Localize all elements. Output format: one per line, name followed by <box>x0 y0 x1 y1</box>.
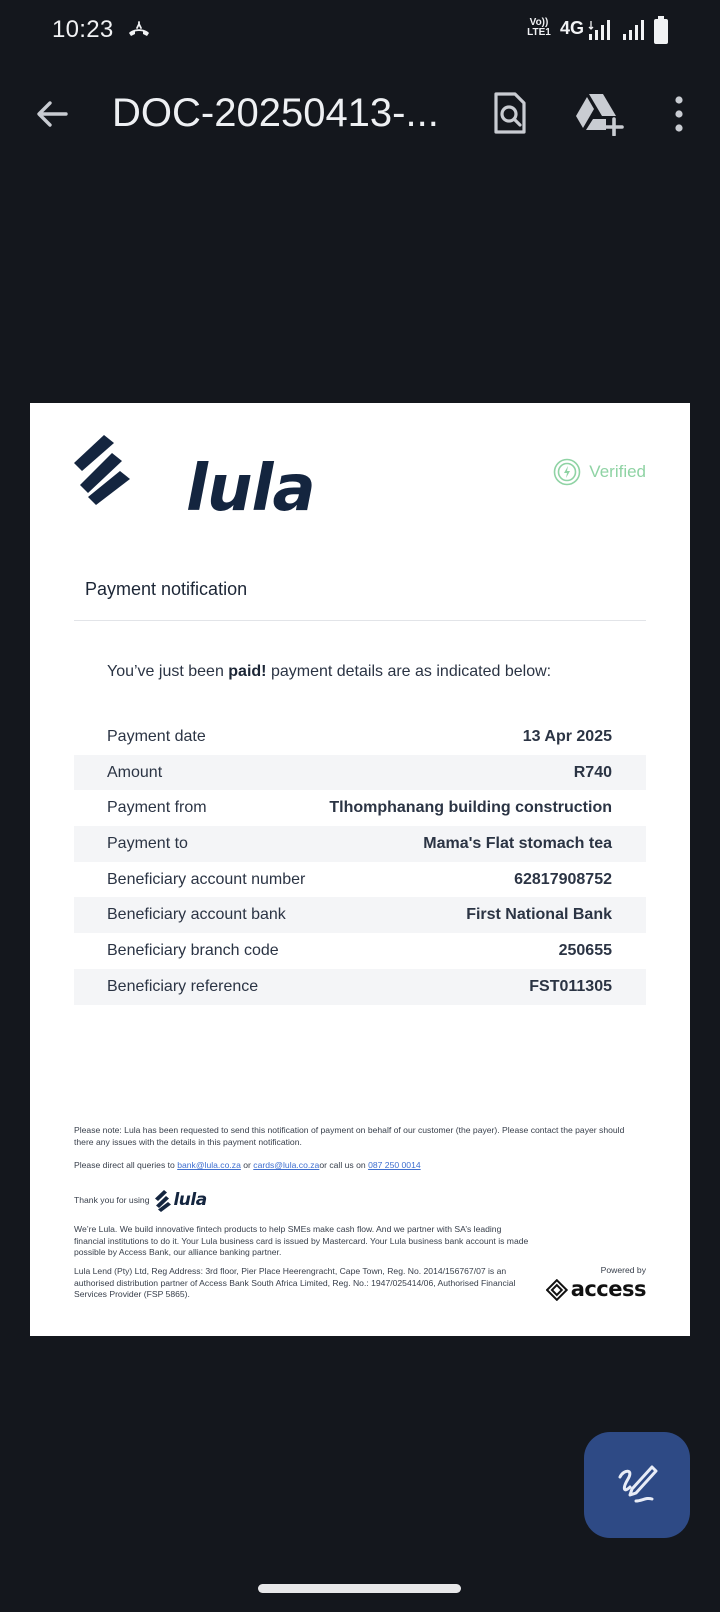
detail-row <box>74 755 646 791</box>
lula-mark-icon <box>74 433 184 505</box>
signal-strength-icon <box>588 18 612 42</box>
add-to-drive-icon <box>574 90 624 136</box>
pdf-page <box>30 403 690 1336</box>
document-title: DOC-20250413-... <box>112 91 439 135</box>
access-diamond-icon <box>546 1279 568 1301</box>
more-options-button[interactable] <box>664 92 694 136</box>
network-type: 4G <box>560 18 585 38</box>
footer-legal: Lula Lend (Pty) Ltd, Reg Address: 3rd floor, Pier Place Heerengracht, Cape Town, Reg. No. 2014/156767/07 is an authorised distribution partner of Access Bank South Africa Limited, Reg. No.: 1947/025414/06, Authorised Financial Services Provider (FSP 5865). <box>74 1266 516 1299</box>
phone-link[interactable]: 087 250 0014 <box>368 1160 421 1170</box>
signal-strength-icon <box>622 18 646 42</box>
lula-logo <box>74 433 315 526</box>
powered-by <box>546 1265 646 1301</box>
divider <box>74 620 646 621</box>
detail-label: Amount <box>107 763 163 781</box>
draw-pen-icon <box>614 1463 660 1507</box>
detail-value: Mama's Flat stomach tea <box>423 834 612 852</box>
detail-row <box>74 862 646 898</box>
detail-row <box>74 719 646 755</box>
edit-button[interactable] <box>584 1432 690 1538</box>
detail-row <box>74 933 646 969</box>
detail-row <box>74 826 646 862</box>
ongoing-call-icon <box>126 18 152 44</box>
find-in-page-icon <box>488 90 532 136</box>
detail-value: FST011305 <box>529 977 612 995</box>
thanks-row <box>74 1189 207 1213</box>
detail-label: Payment to <box>107 834 188 852</box>
verified-label: Verified <box>589 462 646 481</box>
detail-value: R740 <box>573 763 612 781</box>
detail-label: Beneficiary account number <box>107 870 306 888</box>
detail-row <box>74 897 646 933</box>
footer-note: Please note: Lula has been requested to send this notification of payment on behalf of our customer (the payer). Please contact the payer should there any issues with the details in this payment notification. <box>74 1125 625 1147</box>
access-wordmark: access <box>570 1276 646 1301</box>
email-bank-link[interactable]: bank@lula.co.za <box>177 1160 241 1170</box>
intro-text: You’ve just been paid! payment details are as indicated below: <box>107 663 552 680</box>
add-to-drive-button[interactable] <box>574 90 624 136</box>
app-bar <box>0 74 720 154</box>
payment-details-table <box>74 719 646 1005</box>
footer-queries: Please direct all queries to bank@lula.co.za or cards@lula.co.zaor call us on 087 250 0014 <box>74 1160 421 1170</box>
detail-label: Payment date <box>107 727 206 745</box>
thanks-label: Thank you for using <box>74 1195 150 1206</box>
find-in-page-button[interactable] <box>488 90 532 136</box>
detail-value: Tlhomphanang building construction <box>329 799 612 817</box>
detail-value: 13 Apr 2025 <box>522 727 612 745</box>
status-time: 10:23 <box>52 16 114 43</box>
verified-badge <box>553 457 646 487</box>
arrow-left-icon <box>30 92 74 136</box>
detail-label: Beneficiary account bank <box>107 906 286 924</box>
status-bar <box>0 0 720 62</box>
detail-value: First National Bank <box>466 906 612 924</box>
lula-small-mark-icon <box>155 1190 171 1212</box>
page-heading: Payment notification <box>85 579 248 599</box>
lula-small-wordmark: lula <box>173 1190 207 1211</box>
more-vertical-icon <box>664 92 694 136</box>
lula-wordmark: lula <box>186 452 315 526</box>
verified-bolt-icon <box>553 458 581 486</box>
back-button[interactable] <box>30 92 74 136</box>
footer-about: We’re Lula. We build innovative fintech products to help SMEs make cash flow. And we partner with SA’s leading financial institutions to do it. Your Lula business card is issued by Mastercard. Your Lula business bank account is made possible by Access Bank, our alliance banking partner. <box>74 1224 529 1257</box>
home-indicator[interactable] <box>258 1584 461 1593</box>
detail-label: Payment from <box>107 799 207 817</box>
detail-row <box>74 969 646 1005</box>
battery-icon <box>654 16 668 44</box>
email-cards-link[interactable]: cards@lula.co.za <box>253 1160 320 1170</box>
detail-label: Beneficiary branch code <box>107 941 279 959</box>
powered-by-label: Powered by <box>600 1265 646 1275</box>
detail-label: Beneficiary reference <box>107 977 259 995</box>
detail-value: 250655 <box>558 941 612 959</box>
volte-icon: Vo)) LTE1 <box>527 17 551 38</box>
detail-value: 62817908752 <box>514 870 612 888</box>
detail-row <box>74 790 646 826</box>
access-bank-logo <box>546 1276 646 1301</box>
